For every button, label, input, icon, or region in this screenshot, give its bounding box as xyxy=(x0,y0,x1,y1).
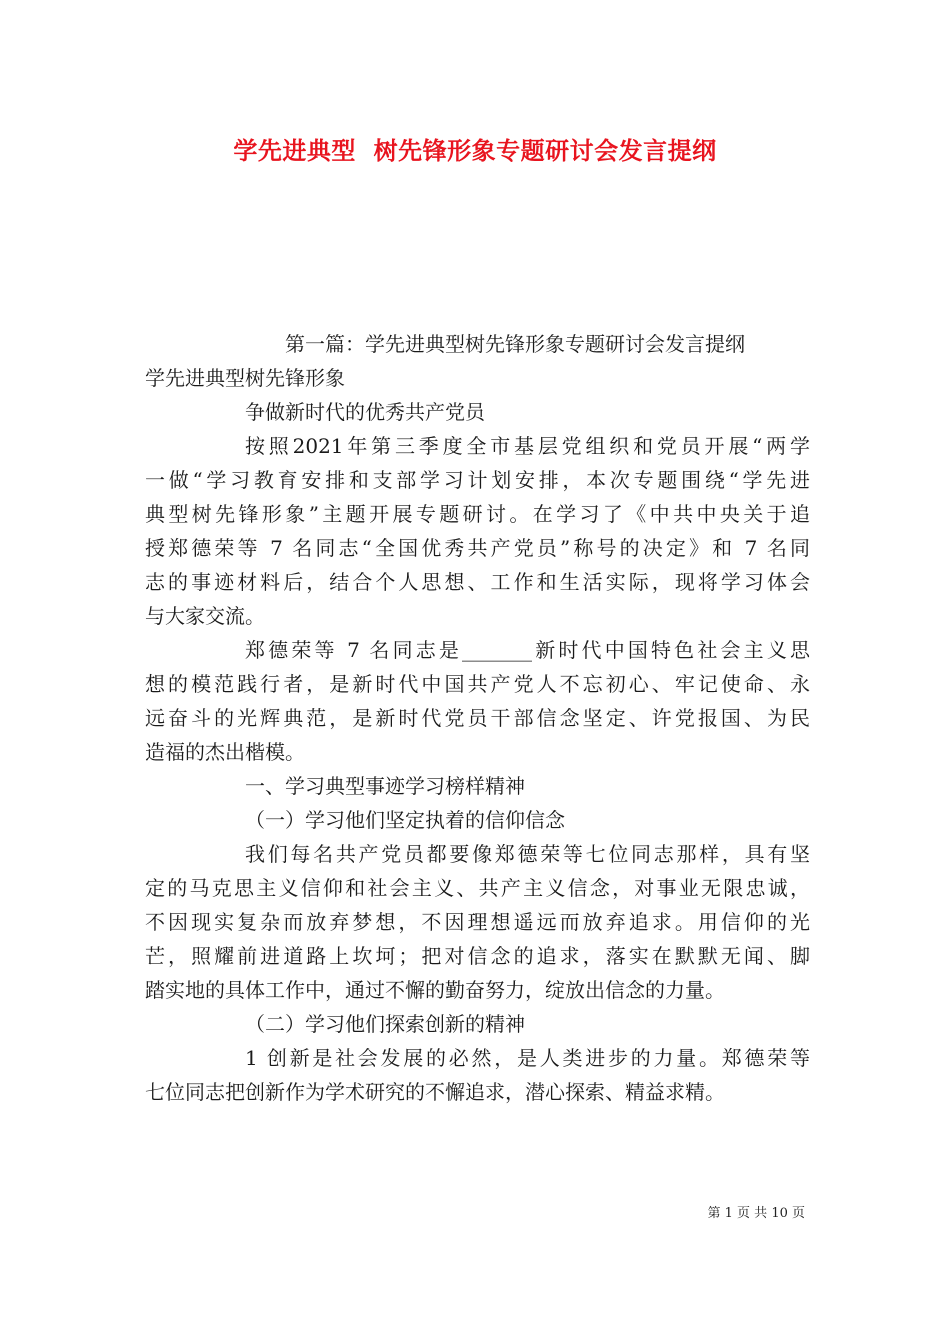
paragraph-line: （一）学习他们坚定执着的信仰信念 xyxy=(245,808,565,832)
paragraph-line: 造福的杰出楷模。 xyxy=(145,740,305,764)
paragraph-line: 芒，照耀前进道路上坎坷；把对信念的追求，落实在默默无闻、脚 xyxy=(145,944,810,968)
paragraph-line: 第一篇：学先进典型树先锋形象专题研讨会发言提纲 xyxy=(285,332,745,356)
paragraph-line: 志的事迹材料后，结合个人思想、工作和生活实际，现将学习体会 xyxy=(145,570,810,594)
paragraph-line: 不因现实复杂而放弃梦想，不因理想遥远而放弃追求。用信仰的光 xyxy=(145,910,810,934)
paragraph-line: 郑德荣等 7 名同志是_______新时代中国特色社会主义思 xyxy=(245,638,810,662)
paragraph-line: 学先进典型树先锋形象 xyxy=(145,366,345,390)
paragraph-line: 按照2021年第三季度全市基层党组织和党员开展“两学 xyxy=(245,434,810,458)
paragraph-line: 踏实地的具体工作中，通过不懈的勤奋努力，绽放出信念的力量。 xyxy=(145,978,725,1002)
paragraph-line: 争做新时代的优秀共产党员 xyxy=(245,400,485,424)
paragraph-line: （二）学习他们探索创新的精神 xyxy=(245,1012,525,1036)
paragraph-line: 七位同志把创新作为学术研究的不懈追求，潜心探索、精益求精。 xyxy=(145,1080,725,1104)
paragraph-line: 想的模范践行者，是新时代中国共产党人不忘初心、牢记使命、永 xyxy=(145,672,810,696)
paragraph-line: 一、学习典型事迹学习榜样精神 xyxy=(245,774,525,798)
paragraph-line: 授郑德荣等 7 名同志“全国优秀共产党员”称号的决定》和 7 名同 xyxy=(145,536,810,560)
paragraph-line: 一做“学习教育安排和支部学习计划安排，本次专题围绕“学先进 xyxy=(145,468,810,492)
paragraph-line: 定的马克思主义信仰和社会主义、共产主义信念，对事业无限忠诚， xyxy=(145,876,810,900)
page-footer: 第 1 页 共 10 页 xyxy=(707,1206,805,1221)
document-title: 学先进典型 树先锋形象专题研讨会发言提纲 xyxy=(233,136,717,165)
paragraph-line: 典型树先锋形象”主题开展专题研讨。在学习了《中共中央关于追 xyxy=(145,502,810,526)
paragraph-line: 1 创新是社会发展的必然，是人类进步的力量。郑德荣等 xyxy=(245,1046,810,1070)
paragraph-line: 我们每名共产党员都要像郑德荣等七位同志那样，具有坚 xyxy=(245,842,810,866)
paragraph-line: 与大家交流。 xyxy=(145,604,265,628)
paragraph-line: 远奋斗的光辉典范，是新时代党员干部信念坚定、许党报国、为民 xyxy=(145,706,810,730)
document-body xyxy=(145,327,810,1109)
